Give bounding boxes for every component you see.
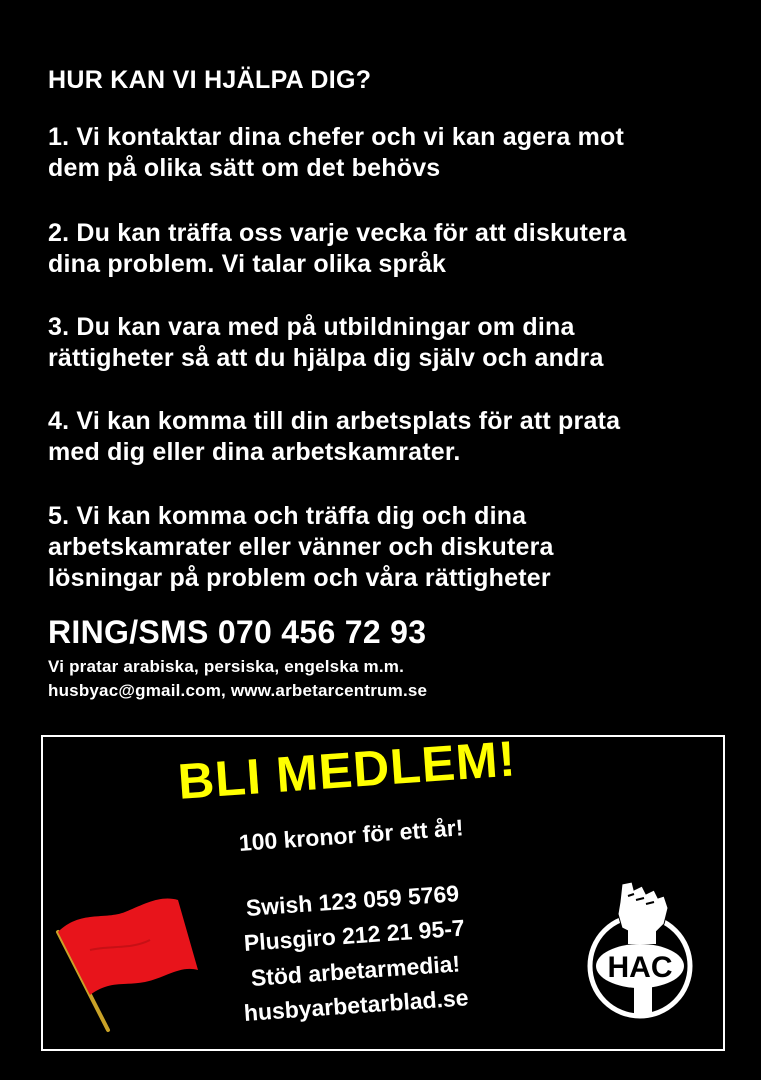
contact-links: husbyac@gmail.com, www.arbetarcentrum.se — [48, 681, 428, 700]
list-item-line: 5. Vi kan komma och träffa dig och dina — [48, 502, 527, 530]
list-item — [48, 218, 738, 280]
list-item-line: med dig eller dina arbetskamrater. — [48, 438, 461, 466]
logo-text: HAC — [607, 951, 673, 984]
list-item-line: arbetskamrater eller vänner och diskutera — [48, 533, 554, 561]
list-item-line: 1. Vi kontaktar dina chefer och vi kan agera mot — [48, 123, 625, 151]
list-item — [48, 406, 738, 468]
phone-number: RING/SMS 070 456 72 93 — [48, 614, 427, 650]
list-item — [48, 122, 738, 184]
list-item-line: 4. Vi kan komma till din arbetsplats för att prata — [48, 407, 621, 435]
list-item-line: dem på olika sätt om det behövs — [48, 154, 441, 182]
swish-text: Swish 123 059 5769 — [245, 880, 460, 921]
list-item-line: rättigheter så att du hjälpa dig själv och andra — [48, 344, 604, 372]
page-heading: HUR KAN VI HJÄLPA DIG? — [48, 66, 372, 94]
list-item — [48, 312, 738, 374]
membership-headline: BLI MEDLEM! — [176, 730, 518, 810]
price-text: 100 kronor för ett år! — [238, 814, 465, 856]
red-flag-icon — [50, 890, 200, 1040]
website-text: husbyarbetarblad.se — [243, 984, 470, 1026]
support-text: Stöd arbetarmedia! — [250, 950, 461, 991]
plusgiro-text: Plusgiro 212 21 95-7 — [243, 914, 466, 956]
list-item-line: dina problem. Vi talar olika språk — [48, 250, 447, 278]
list-item-line: 2. Du kan träffa oss varje vecka för att diskutera — [48, 219, 627, 247]
hac-logo — [578, 880, 703, 1020]
list-item — [48, 501, 738, 594]
languages-text: Vi pratar arabiska, persiska, engelska m.m. — [48, 657, 405, 676]
list-item-line: lösningar på problem och våra rättigheter — [48, 564, 551, 592]
list-item-line: 3. Du kan vara med på utbildningar om dina — [48, 313, 575, 341]
